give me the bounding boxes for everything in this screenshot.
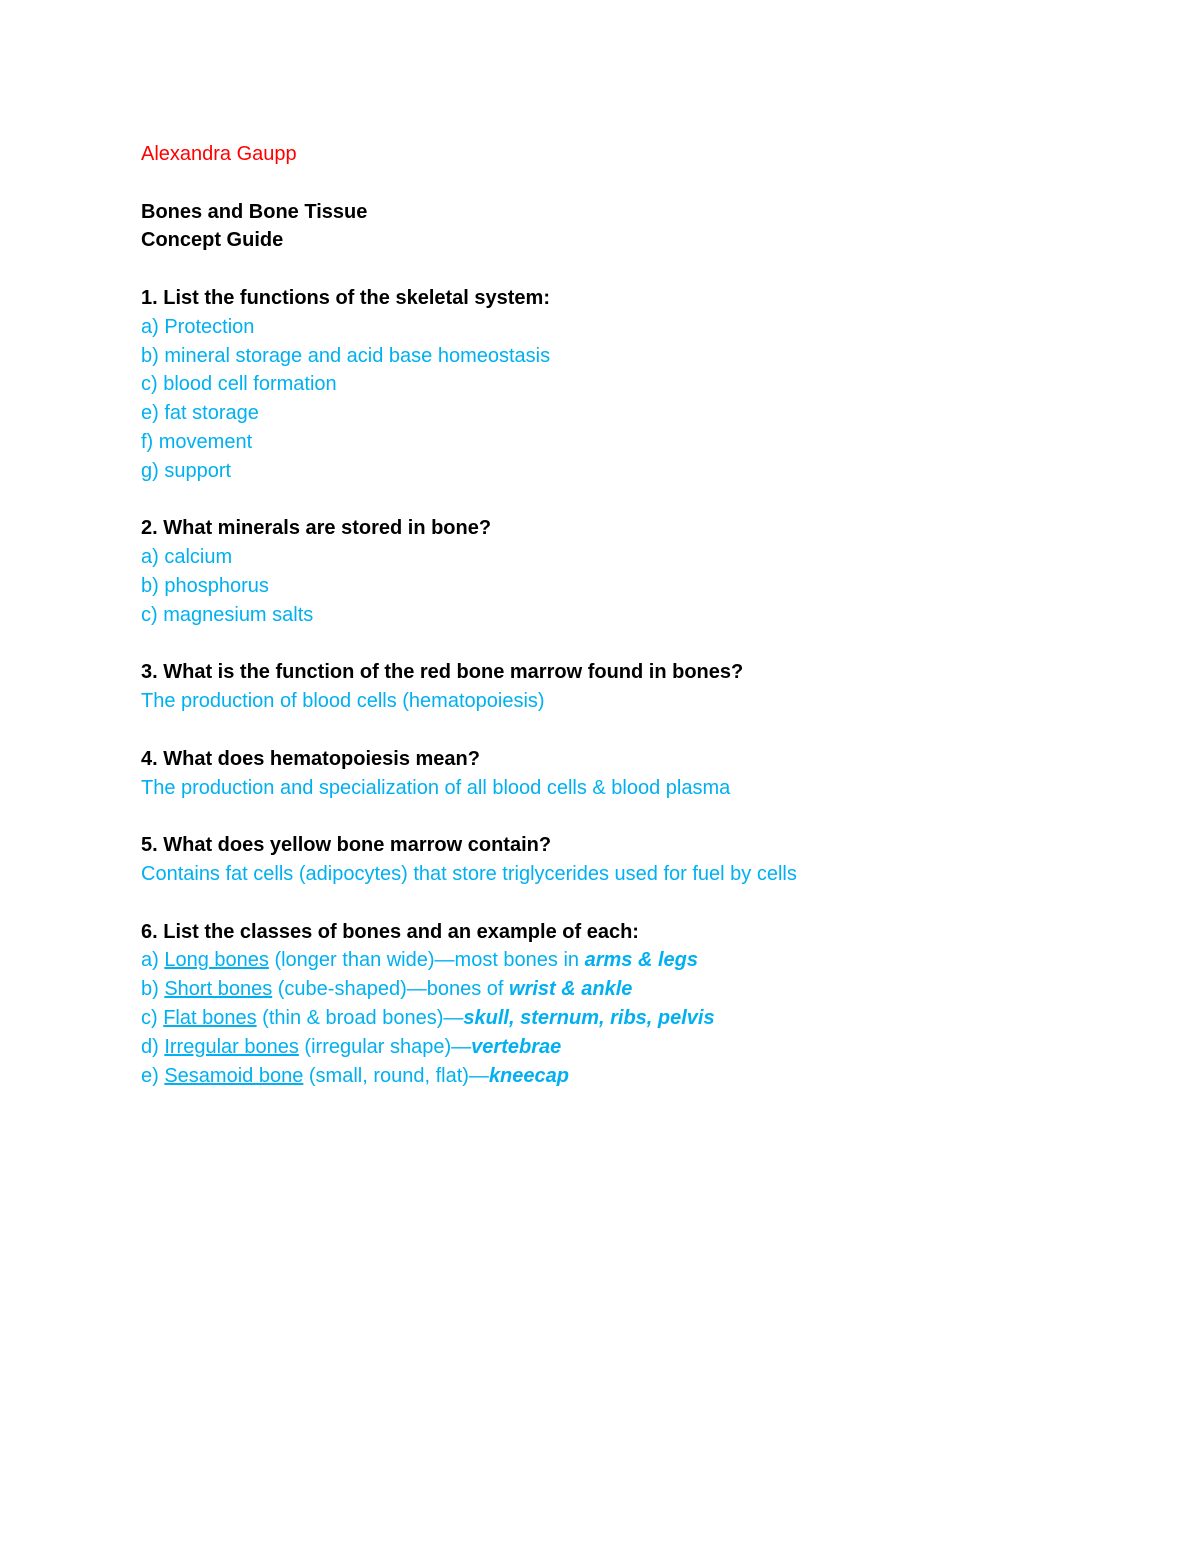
item-prefix: e) <box>141 1064 165 1087</box>
answer-text: The production of blood cells (hematopoiesis) <box>141 690 545 713</box>
bone-class-example: vertebrae <box>471 1035 562 1058</box>
answer-item: f) movement <box>141 430 253 453</box>
answer-item: c) magnesium salts <box>141 603 314 626</box>
bone-class-example: wrist & ankle <box>509 978 633 1001</box>
bone-class-term: Long bones <box>164 949 269 972</box>
spacer <box>141 716 1081 745</box>
question-1: 1. List the functions of the skeletal system: <box>141 286 550 309</box>
question-5: 5. What does yellow bone marrow contain? <box>141 834 552 857</box>
spacer <box>141 802 1081 831</box>
bone-class-item <box>141 946 1081 975</box>
bone-class-example: arms & legs <box>584 949 698 972</box>
bone-class-term: Irregular bones <box>164 1035 299 1058</box>
question-3: 3. What is the function of the red bone marrow found in bones? <box>141 661 744 684</box>
question-6: 6. List the classes of bones and an example of each: <box>141 920 639 943</box>
author-name: Alexandra Gaupp <box>141 143 297 165</box>
bone-class-example: kneecap <box>488 1064 569 1087</box>
answer-item: g) support <box>141 459 232 482</box>
item-prefix: b) <box>141 978 165 1001</box>
question-4: 4. What does hematopoiesis mean? <box>141 747 480 770</box>
answer-item: e) fat storage <box>141 402 259 425</box>
bone-class-item <box>141 1004 1081 1033</box>
bone-class-item <box>141 1062 1081 1091</box>
bone-class-description: (thin & broad bones)— <box>256 1006 464 1029</box>
bone-class-term: Sesamoid bone <box>164 1064 304 1087</box>
bone-class-item <box>141 1033 1081 1062</box>
item-prefix: c) <box>141 1006 164 1029</box>
answer-text: Contains fat cells (adipocytes) that store triglycerides used for fuel by cells <box>141 862 797 885</box>
bone-class-term: Short bones <box>164 978 273 1001</box>
spacer <box>141 169 1081 198</box>
answer-item: a) Protection <box>141 315 255 338</box>
bone-class-description: (cube-shaped)—bones of <box>272 978 510 1001</box>
answer-item: b) phosphorus <box>141 574 269 597</box>
spacer <box>141 889 1081 918</box>
answer-item: a) calcium <box>141 546 233 569</box>
document-page <box>141 140 1081 1090</box>
question-2: 2. What minerals are stored in bone? <box>141 517 492 540</box>
document-subtitle: Concept Guide <box>141 229 284 252</box>
bone-class-description: (longer than wide)—most bones in <box>268 949 585 972</box>
item-prefix: a) <box>141 949 165 972</box>
answer-item: c) blood cell formation <box>141 373 337 396</box>
bone-class-term: Flat bones <box>163 1006 257 1029</box>
bone-class-item <box>141 975 1081 1004</box>
answer-text: The production and specialization of all blood cells & blood plasma <box>141 776 731 799</box>
document-title: Bones and Bone Tissue <box>141 200 368 223</box>
bone-class-example: skull, sternum, ribs, pelvis <box>463 1006 715 1029</box>
spacer <box>141 486 1081 515</box>
item-prefix: d) <box>141 1035 165 1058</box>
spacer <box>141 630 1081 659</box>
bone-class-description: (small, round, flat)— <box>303 1064 489 1087</box>
bone-class-description: (irregular shape)— <box>298 1035 472 1058</box>
spacer <box>141 255 1081 284</box>
answer-item: b) mineral storage and acid base homeostasis <box>141 344 551 367</box>
